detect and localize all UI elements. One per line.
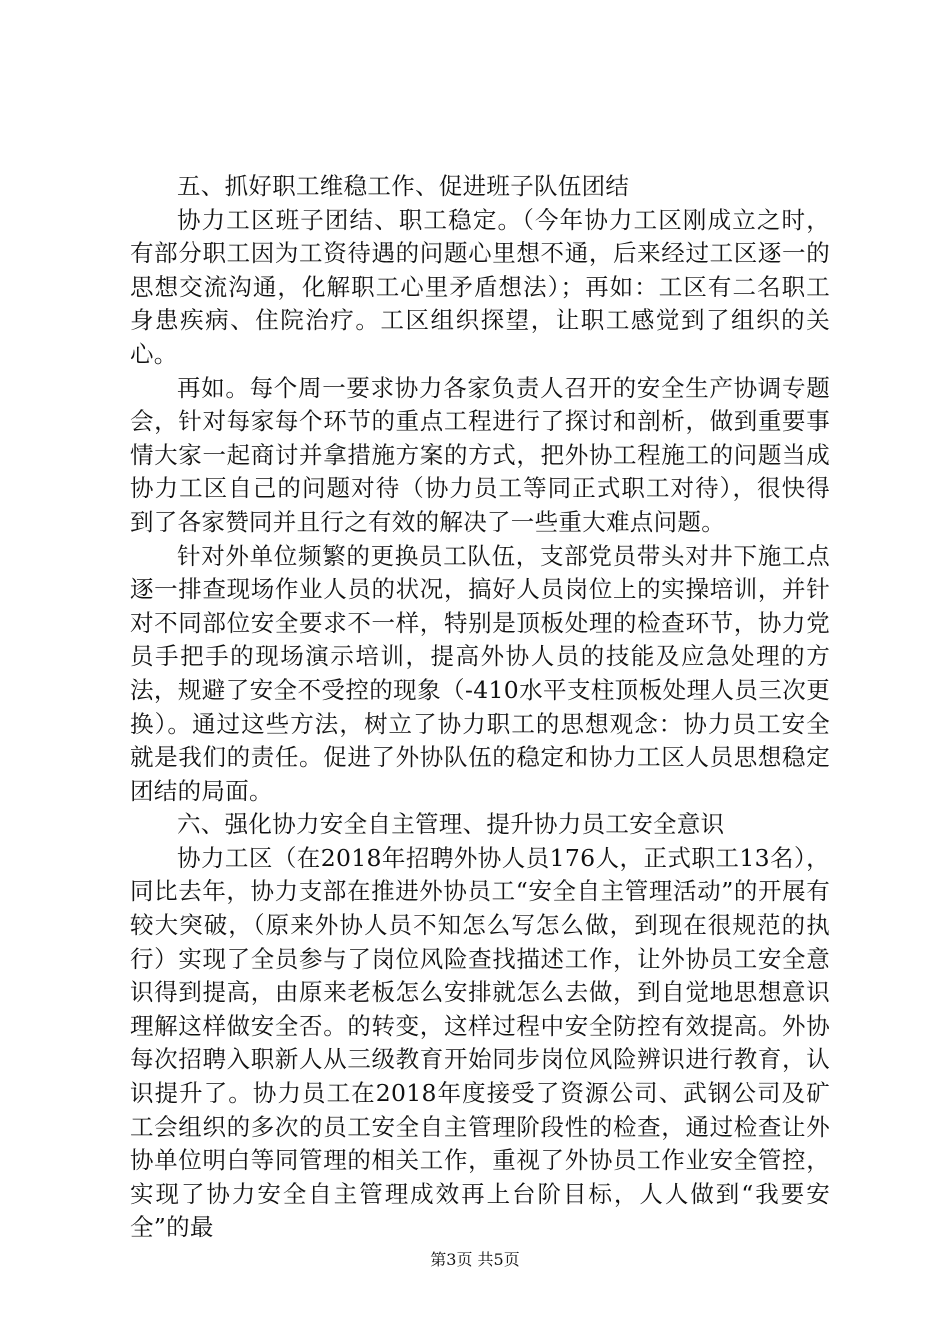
body-paragraph: 协力工区班子团结、职工稳定。（今年协力工区刚成立之时，有部分职工因为工资待遇的问题心里想不通，后来经过工区逐一的思想交流沟通，化解职工心里矛盾想法）；再如：工区有二名职工身患疾病、住院治疗。工区组织探望，让职工感觉到了组织的关心。	[130, 205, 830, 368]
body-paragraph: 协力工区（在2018年招聘外协人员176人，正式职工13名），同比去年，协力支部在推进外协员工“安全自主管理活动”的开展有较大突破，（原来外协人员不知怎么写怎么做，到现在很规范的执行）实现了全员参与了岗位风险查找描述工作，让外协员工安全意识得到提高，由原来老板怎么安排就怎么去做，到自觉地思想意识理解这样做安全否。的转变，这样过程中安全防控有效提高。外协每次招聘入职新人从三级教育开始同步岗位风险辨识进行教育，认识提升了。协力员工在2018年度接受了资源公司、武钢公司及矿工会组织的多次的员工安全自主管理阶段性的检查，通过检查让外协单位明白等同管理的相关工作，重视了外协员工作业安全管控，实现了协力安全自主管理成效再上台阶目标，人人做到“我要安全”的最	[130, 843, 830, 1242]
page-footer: 第3页 共5页	[430, 1250, 520, 1269]
section-heading-6: 六、强化协力安全自主管理、提升协力员工安全意识	[177, 810, 725, 839]
document-body	[130, 170, 830, 1245]
body-paragraph: 再如。每个周一要求协力各家负责人召开的安全生产协调专题会，针对每家每个环节的重点工程进行了探讨和剖析，做到重要事情大家一起商讨并拿措施方案的方式，把外协工程施工的问题当成协力工区自己的问题对待（协力员工等同正式职工对待），很快得到了各家赞同并且行之有效的解决了一些重大难点问题。	[130, 373, 830, 536]
section-heading-5: 五、抓好职工维稳工作、促进班子队伍团结	[177, 172, 630, 200]
body-paragraph: 针对外单位频繁的更换员工队伍，支部党员带头对井下施工点逐一排查现场作业人员的状况，搞好人员岗位上的实操培训，并针对不同部位安全要求不一样，特别是顶板处理的检查环节，协力党员手把手的现场演示培训，提高外协人员的技能及应急处理的方法，规避了安全不受控的现象（-410水平支柱顶板处理人员三次更换）。通过这些方法，树立了协力职工的思想观念：协力员工安全就是我们的责任。促进了外协队伍的稳定和协力工区人员思想稳定团结的局面。	[130, 541, 830, 805]
